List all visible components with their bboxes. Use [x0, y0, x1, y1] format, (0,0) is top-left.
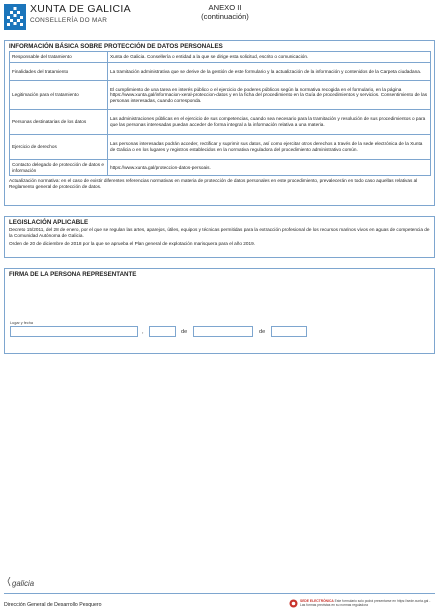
row-key: Finalidades del tratamiento [10, 63, 108, 81]
row-key: Ejercicio de derechos [10, 135, 108, 160]
row-key: Personas destinatarias de los datos [10, 110, 108, 135]
sede-electronica-icon [289, 599, 298, 608]
data-protection-table [9, 51, 431, 176]
row-value: El cumplimiento de una tarea en interés público o el ejercicio de poderes públicos según la normativa recogida en el formulario, en la página https://www.xunta.gal/informacion-xeral-proteccion-datos y en la ficha del procedimiento en la Guía de procedimientos y servicios. Consentimiento de las personas interesadas, cuando corresponda. [108, 81, 431, 110]
legislation-order: Orden de 20 de diciembre de 2018 por la que se aprueba el Plan general de explotación marisquera para el año 2019. [9, 241, 256, 246]
comma-separator: , [142, 329, 144, 335]
row-value: Las personas interesadas podrán acceder, rectificar y suprimir sus datos, así como ejercitar otros derechos a través de la sede electrónica de la Xunta de Galicia o en los lugares y registros establecidos en la normativa reguladora del procedimiento administrativo común. [108, 135, 431, 160]
data-protection-section [4, 40, 435, 206]
sede-text: Este formulario solo podrá presentarse en https://sede.xunta.gal - Las formas previstas en su normas reguladora [300, 599, 431, 608]
sede-notice [300, 599, 436, 607]
row-value: https://www.xunta.gal/proteccion-datos-persoais. [108, 160, 431, 176]
table-row [10, 63, 431, 81]
row-value: Las administraciones públicas en el ejercicio de sus competencias, cuando sea necesario para la tramitación y resolución de sus procedimientos o para que las personas interesadas puedan acceder de forma integral a la información relativa a una materia. [108, 110, 431, 135]
galicia-logo-text: galicia [12, 579, 35, 588]
annex-heading [190, 3, 260, 21]
regulatory-update-note: Actualización normativa: en el caso de existir diferentes referencias normativas en materia de protección de datos personales en este procedimiento, prevalecerán en todo caso aquellas relativas al Reglamento general de protección de datos. [9, 178, 418, 189]
row-key: Contacto delegado de protección de datos e información [10, 160, 108, 176]
place-date-label: Lugar y fecha [10, 321, 34, 325]
legislation-title: LEGISLACIÓN APLICABLE [9, 219, 89, 226]
footer-divider [4, 593, 435, 594]
row-key: Responsable del tratamiento [10, 52, 108, 63]
legislation-section [4, 216, 435, 258]
xunta-crest-icon [4, 4, 26, 30]
signature-title: FIRMA DE LA PERSONA REPRESENTANTE [9, 271, 137, 278]
row-key: Legitimación para el tratamiento [10, 81, 108, 110]
legislation-decree: Decreto 15/2011, del 28 de enero, por el que se regulan las artes, aparejos, útiles, equipos y técnicas permitidas para la extracción profesional de los recursos marinos vivos en aguas de competencia de la Comunidad Autónoma de Galicia. [9, 227, 430, 238]
row-value: Xunta de Galicia. Consellería o entidad a la que se dirige esta solicitud, escrito o comunicación. [108, 52, 431, 63]
data-protection-title: INFORMACIÓN BÁSICA SOBRE PROTECCIÓN DE DATOS PERSONALES [9, 43, 223, 50]
de-separator: de [259, 329, 266, 335]
sede-brand: SEDE ELECTRÓNICA [300, 599, 334, 603]
signature-section [4, 268, 435, 354]
row-value: La tramitación administrativa que se derive de la gestión de este formulario y la actualización de la información y contenidos de la Carpeta ciudadana. [108, 63, 431, 81]
document-header [0, 0, 439, 36]
galicia-logo-icon [7, 577, 11, 586]
table-row [10, 81, 431, 110]
table-row [10, 160, 431, 176]
directorate-name: Dirección General de Desarrollo Pesquero [4, 602, 102, 608]
day-field[interactable] [149, 326, 176, 337]
table-row [10, 135, 431, 160]
table-row [10, 52, 431, 63]
table-row [10, 110, 431, 135]
year-field[interactable] [271, 326, 307, 337]
month-field[interactable] [193, 326, 253, 337]
organization-name: XUNTA DE GALICIA [30, 3, 131, 15]
de-separator: de [181, 329, 188, 335]
annex-subtitle: (continuación) [201, 12, 249, 21]
department-name: CONSELLERÍA DO MAR [30, 17, 108, 24]
legislation-text [5, 227, 434, 247]
annex-title: ANEXO II [208, 3, 242, 12]
place-field[interactable] [10, 326, 138, 337]
